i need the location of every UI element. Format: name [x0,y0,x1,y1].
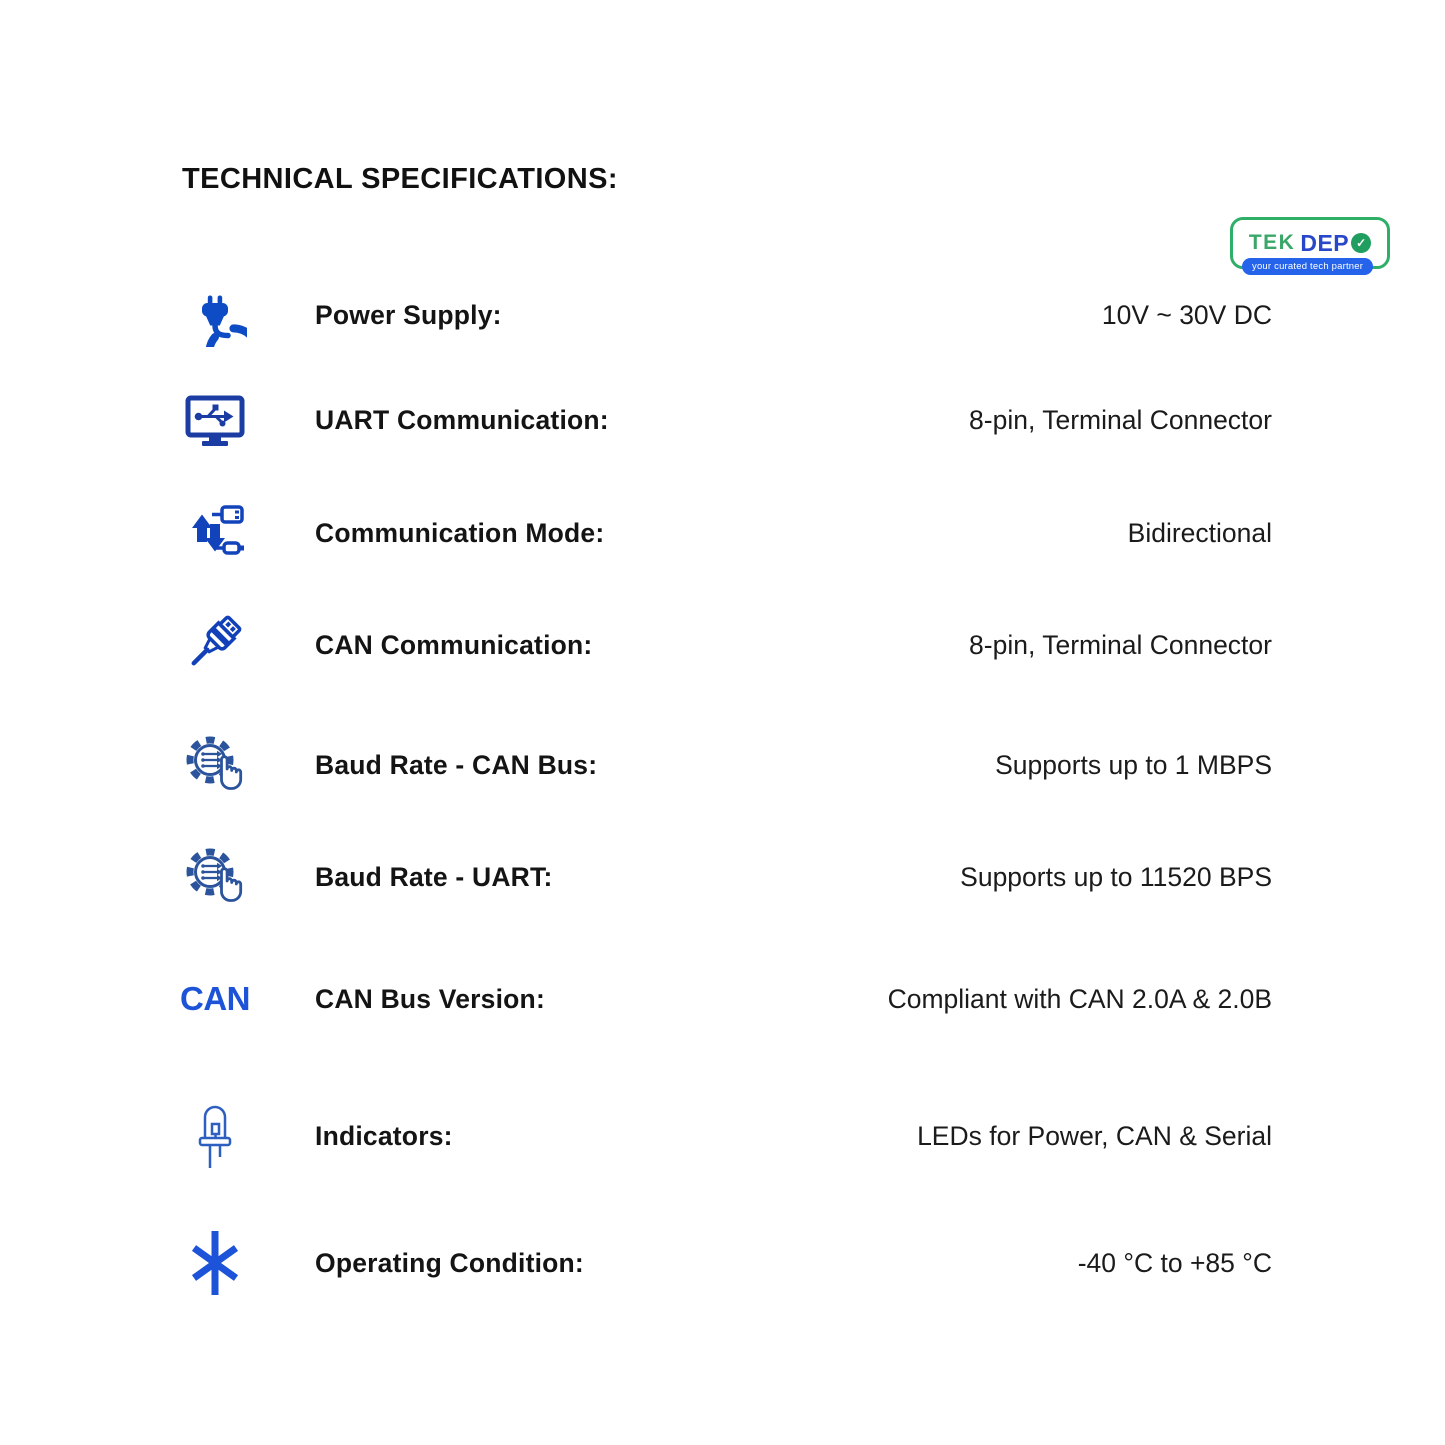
spec-label: Baud Rate - CAN Bus: [315,749,598,780]
spec-row-operating-condition [0,1231,1445,1295]
logo-dep-text: DEP [1300,229,1350,256]
spec-row-can-communication [0,613,1445,677]
can-text: CAN [180,980,250,1017]
gear-settings-hand-icon [168,732,262,798]
spec-row-indicators [0,1104,1445,1168]
spec-row-uart-communication [0,388,1445,452]
spec-label: Indicators: [315,1120,453,1151]
spec-label: UART Communication: [315,404,609,435]
spec-value: Bidirectional [1127,517,1272,548]
spec-row-baud-rate-uart [0,845,1445,909]
check-icon: ✓ [1351,233,1371,253]
spec-value: 8-pin, Terminal Connector [969,404,1272,435]
spec-label: Baud Rate - UART: [315,861,553,892]
logo-tagline: your curated tech partner [1242,258,1373,275]
can-text-icon [168,980,262,1018]
spec-row-can-bus-version [0,967,1445,1031]
spec-row-communication-mode [0,501,1445,565]
spec-value: -40 °C to +85 °C [1077,1247,1272,1278]
tekdepo-logo [1230,217,1390,272]
spec-value: Compliant with CAN 2.0A & 2.0B [887,983,1272,1014]
can-cable-plug-icon [168,612,262,678]
uart-monitor-usb-icon [168,388,262,452]
gear-settings-hand-icon [168,844,262,910]
spec-value: 10V ~ 30V DC [1101,299,1272,330]
page-title: TECHNICAL SPECIFICATIONS: [182,163,618,195]
bidirectional-usb-icon [168,500,262,566]
spec-label: CAN Bus Version: [315,983,545,1014]
spec-value: Supports up to 1 MBPS [995,749,1272,780]
power-plug-icon [168,283,262,347]
tekdepo-logo-box [1230,217,1390,272]
spec-label: Communication Mode: [315,517,605,548]
spec-value: LEDs for Power, CAN & Serial [917,1120,1272,1151]
spec-label: Power Supply: [315,299,502,330]
spec-value: Supports up to 11520 BPS [960,861,1272,892]
asterisk-icon [168,1228,262,1298]
spec-label: CAN Communication: [315,629,593,660]
spec-label: Operating Condition: [315,1247,584,1278]
spec-value: 8-pin, Terminal Connector [969,629,1272,660]
led-icon [168,1100,262,1172]
spec-row-baud-rate-can-bus [0,733,1445,797]
spec-row-power-supply [0,283,1445,347]
logo-tek-text: TEK [1248,231,1296,254]
